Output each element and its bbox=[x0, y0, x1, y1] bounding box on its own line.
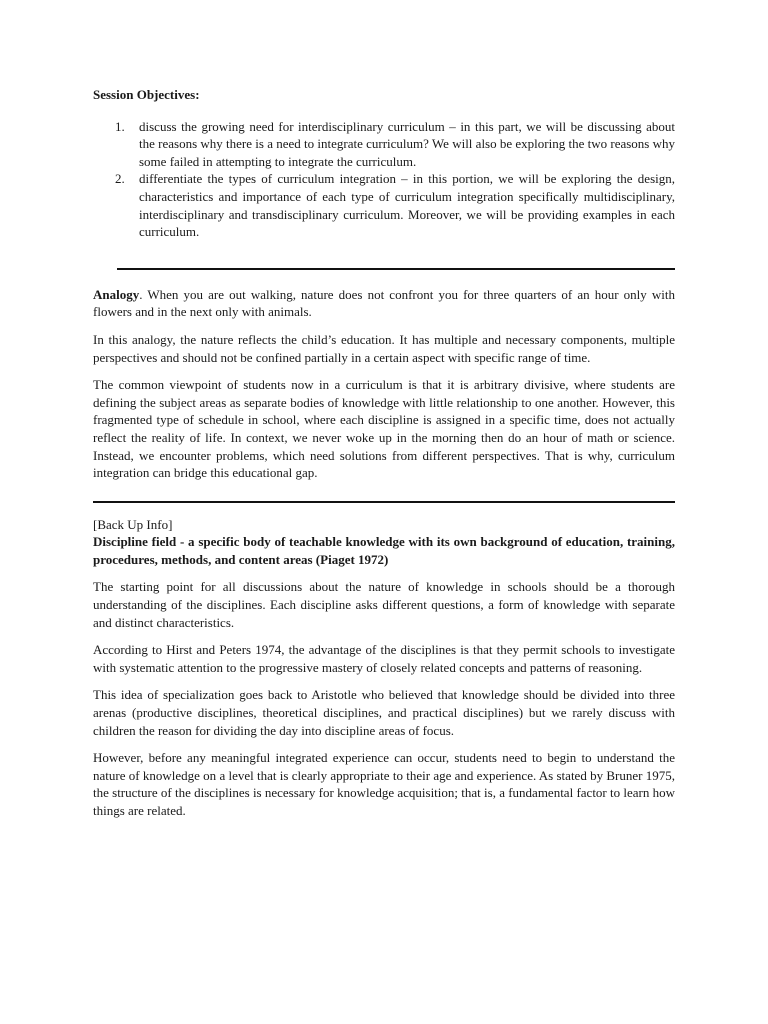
discipline-field-definition: Discipline field - a specific body of teachable knowledge with its own background of education, training, procedures, methods, and content areas (Piaget 1972) bbox=[93, 534, 675, 567]
analogy-label: Analogy bbox=[93, 286, 140, 302]
curriculum-viewpoint-paragraph: The common viewpoint of students now in a curriculum is that it is arbitrary divisive, where students are defining the subject areas as separate bodies of knowledge with little relationship to one another. However, this fragmented type of schedule in school, where each discipline is assigned in a specific time, does not actually reflect the reality of life. In context, we never woke up in the morning then do an hour of math or science. Instead, we encounter problems, which need solutions from different perspectives. That is why, curriculum integration can bridge this educational gap. bbox=[93, 377, 675, 481]
objective-number: 2. bbox=[115, 171, 125, 187]
body-paragraph: According to Hirst and Peters 1974, the advantage of the disciplines is that they permit schools to investigate with systematic attention to the progressive mastery of closely related concepts and patterns of reasoning. bbox=[93, 642, 675, 675]
divider-wrap bbox=[93, 501, 675, 503]
objective-text: discuss the growing need for interdisciplinary curriculum – in this part, we will be discussing about the reasons why there is a need to integrate curriculum? We will also be exploring the two reasons why some failed in attempting to integrate the curriculum. bbox=[139, 118, 675, 169]
objectives-list bbox=[93, 118, 675, 241]
objective-item bbox=[93, 118, 675, 171]
body-paragraph: However, before any meaningful integrated experience can occur, students need to begin to understand the nature of knowledge on a level that is clearly appropriate to their age and experience. As stated by Bruner 1975, the structure of the disciplines is necessary for knowledge acquisition; that is, a fundamental factor to learn how things are related. bbox=[93, 750, 675, 818]
analogy-text: . When you are out walking, nature does not confront you for three quarters of an hour only with flowers and in the next only with animals. bbox=[93, 286, 675, 320]
objective-item bbox=[93, 170, 675, 240]
body-paragraph: The starting point for all discussions about the nature of knowledge in schools should be a thorough understanding of the disciplines. Each discipline asks different questions, a form of knowledge with separate and distinct characteristics. bbox=[93, 579, 675, 630]
session-objectives-heading: Session Objectives: bbox=[93, 87, 200, 102]
analogy-explanation-paragraph: In this analogy, the nature reflects the child’s education. It has multiple and necessary components, multiple perspectives and should not be confined partially in a certain aspect with specific range of time. bbox=[93, 331, 675, 365]
objective-text: differentiate the types of curriculum integration – in this portion, we will be exploring the design, characteristics and importance of each type of curriculum integration specifically multidisciplinary, interdisciplinary and transdisciplinary curriculum. Moreover, we will be providing examples in each curriculum. bbox=[139, 171, 675, 240]
document-body bbox=[93, 86, 675, 820]
body-paragraph: This idea of specialization goes back to Aristotle who believed that knowledge should be divided into three arenas (productive disciplines, theoretical disciplines, and practical disciplines) but we rarely discuss with children the reason for dividing the day into discipline areas of focus. bbox=[93, 687, 675, 738]
section-divider bbox=[93, 501, 675, 503]
section-divider bbox=[117, 268, 675, 270]
analogy-paragraph bbox=[93, 286, 675, 321]
backup-info-tag: [Back Up Info] bbox=[93, 516, 173, 532]
objective-number: 1. bbox=[115, 118, 125, 134]
